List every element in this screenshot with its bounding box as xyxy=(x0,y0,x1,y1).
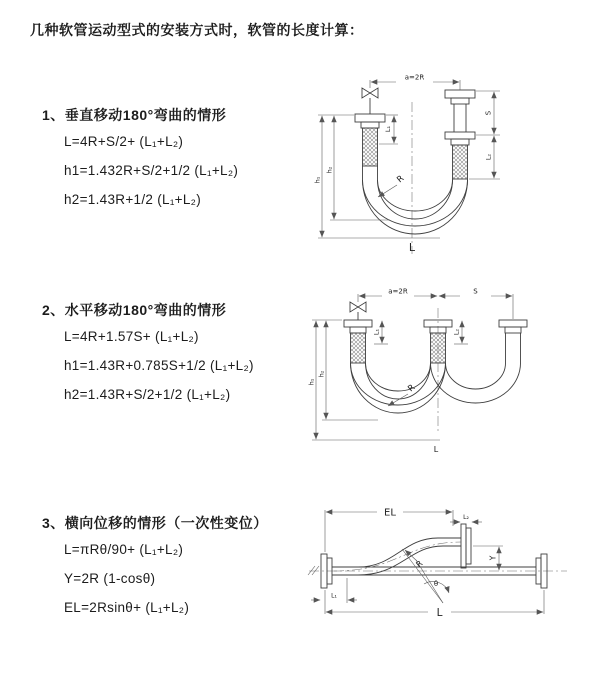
dimension-lines xyxy=(311,507,544,614)
theta-label: θ xyxy=(433,580,439,588)
valve-icon xyxy=(350,302,366,312)
dim-label-l2: L₂ xyxy=(484,153,493,161)
s-curve-hose-displaced xyxy=(358,538,461,575)
section-2-formula-h2: h2=1.43R+S/2+1/2 (L₁+L₂) xyxy=(64,387,231,402)
dim-label-l1: L₁ xyxy=(384,125,392,133)
right-flange-displaced xyxy=(461,524,471,568)
braided-hose-section xyxy=(363,128,378,166)
dim-label-l1: L₁ xyxy=(372,328,381,336)
section-3-heading: 3、横向位移的情形（一次性变位） xyxy=(42,515,268,531)
right-pipe-assembly xyxy=(445,90,475,180)
dim-label-s: S xyxy=(473,287,478,296)
dim-label-h2: h₂ xyxy=(317,370,326,378)
dim-label-el: EL xyxy=(384,507,396,519)
dim-label-h1: h₁ xyxy=(308,378,316,386)
braided-hose-section xyxy=(351,333,366,363)
diagram-lateral-displacement xyxy=(303,500,595,648)
section-1-formula-L: L=4R+S/2+ (L₁+L₂) xyxy=(64,134,184,149)
section-3-formula-Y: Y=2R (1-cosθ) xyxy=(64,571,156,586)
braided-hose-section xyxy=(431,333,446,363)
diagram-vertical-180-bend xyxy=(312,68,527,258)
section-2-formula-h1: h1=1.43R+0.785S+1/2 (L₁+L₂) xyxy=(64,358,254,373)
section-2-formula-L: L=4R+1.57S+ (L₁+L₂) xyxy=(64,329,199,344)
diagram-horizontal-180-bend xyxy=(308,282,558,457)
length-label: L xyxy=(408,241,416,254)
section-3-formula-EL: EL=2Rsinθ+ (L₁+L₂) xyxy=(64,600,190,615)
dim-label-l1: L₁ xyxy=(331,592,337,600)
dim-label-l2: L₂ xyxy=(463,514,469,521)
section-1-formula-h1: h1=1.432R+S/2+1/2 (L₁+L₂) xyxy=(64,163,239,178)
left-pipe-assembly xyxy=(355,88,385,180)
radius-label: R xyxy=(406,382,418,395)
length-label: L xyxy=(436,607,443,619)
dim-label-a2r: a=2R xyxy=(404,73,425,82)
dim-label-y: Y xyxy=(488,555,498,561)
dim-label-h2: h₂ xyxy=(325,166,334,174)
section-1-heading: 1、垂直移动180°弯曲的情形 xyxy=(42,107,227,123)
section-3-formula-L: L=πRθ/90+ (L₁+L₂) xyxy=(64,542,184,557)
dim-label-h1: h₁ xyxy=(313,176,322,184)
valve-icon xyxy=(362,88,378,98)
radius-label: R xyxy=(414,558,425,570)
left-pipe-assembly xyxy=(344,302,372,363)
section-2-heading: 2、水平移动180°弯曲的情形 xyxy=(42,302,227,318)
dim-label-a2r: a=2R xyxy=(388,287,408,296)
radius-label: R xyxy=(395,173,407,186)
braided-hose-section xyxy=(453,145,468,179)
break-ticks xyxy=(308,566,319,575)
page-title: 几种软管运动型式的安装方式时，软管的长度计算： xyxy=(30,22,364,38)
right-pipe-assembly xyxy=(499,320,527,363)
length-label: L xyxy=(433,445,439,454)
dim-label-l2: L₂ xyxy=(452,328,461,336)
u-bend-hose-position2 xyxy=(431,363,521,403)
dimension-lines xyxy=(312,294,513,440)
section-1-formula-h2: h2=1.43R+1/2 (L₁+L₂) xyxy=(64,192,202,207)
dim-label-s: S xyxy=(484,110,493,116)
u-bend-hose xyxy=(363,180,468,234)
dimension-lines xyxy=(318,80,500,238)
